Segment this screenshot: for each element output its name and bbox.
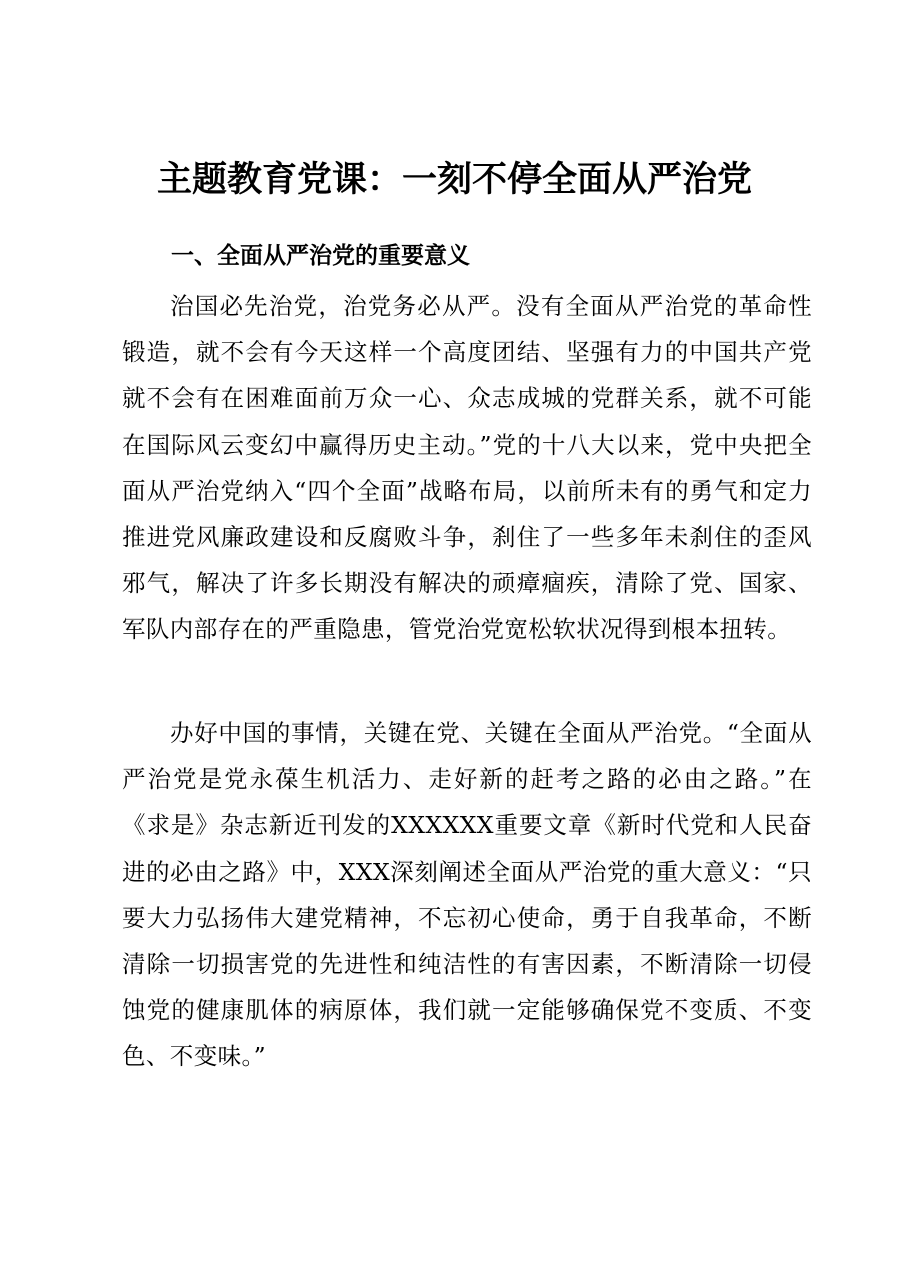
document-title: 主题教育党课：一刻不停全面从严治党 bbox=[156, 159, 752, 200]
section-heading: 一、全面从严治党的重要意义 bbox=[171, 243, 470, 269]
body-paragraph: 治国必先治党，治党务必从严。没有全面从严治党的革命性锻造，就不会有今天这样一个高度团结、坚强有力的中国共产党就不会有在困难面前万众一心、众志成城的党群关系，就不可能在国际风云变幻中赢得历史主动。”党的十八大以来，党中央把全面从严治党纳入“四个全面”战略布局，以前所未有的勇气和定力推进党风廉政建设和反腐败斗争，刹住了一些多年未刹住的歪风邪气，解决了许多长期没有解决的顽瘴痼疾，清除了党、国家、军队内部存在的严重隐患，管党治党宽松软状况得到根本扭转。 bbox=[122, 292, 812, 644]
body-paragraph: 办好中国的事情，关键在党、关键在全面从严治党。“全面从严治党是党永葆生机活力、走好新的赶考之路的必由之路。”在《求是》杂志新近刊发的XXXXXX重要文章《新时代党和人民奋进的必由之路》中，XXX深刻阐述全面从严治党的重大意义：“只要大力弘扬伟大建党精神，不忘初心使命，勇于自我革命，不断清除一切损害党的先进性和纯洁性的有害因素，不断清除一切侵蚀党的健康肌体的病原体，我们就一定能够确保党不变质、不变色、不变味。” bbox=[122, 719, 812, 1071]
